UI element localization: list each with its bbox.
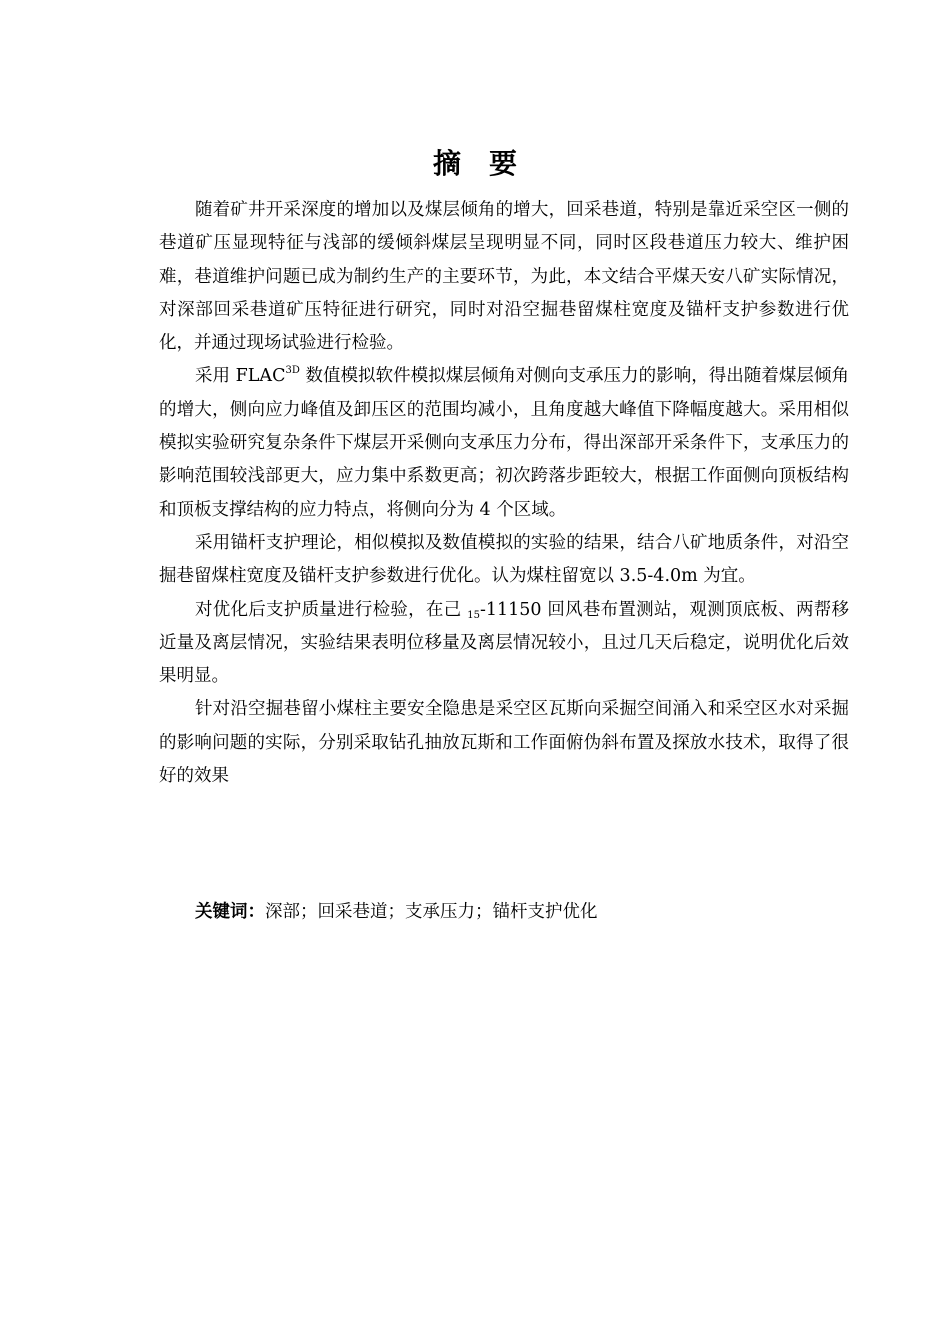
paragraph-3: 采用锚杆支护理论，相似模拟及数值模拟的实验的结果，结合八矿地质条件，对沿空掘巷留煤柱宽度及锚杆支护参数进行优化。认为煤柱留宽以 3.5-4.0m 为宜。 (159, 532, 849, 587)
superscript-3d: 3D (285, 365, 300, 377)
paragraph-2 (159, 360, 849, 526)
title-char-2: 要 (489, 147, 518, 180)
subscript-15: 15 (467, 609, 480, 621)
paragraph-4 (159, 594, 849, 694)
title-char-1: 摘 (432, 147, 461, 180)
abstract-body (159, 194, 849, 793)
abstract-title (0, 146, 950, 182)
keywords-label: 关键词： (195, 902, 265, 922)
keywords-value: 深部；回采巷道；支承压力；锚杆支护优化 (265, 902, 598, 922)
paragraph-1: 随着矿井开采深度的增加以及煤层倾角的增大，回采巷道，特别是靠近采空区一侧的巷道矿压显现特征与浅部的缓倾斜煤层呈现明显不同，同时区段巷道压力较大、维护困难，巷道维护问题已成为制约生产的主要环节，为此，本文结合平煤天安八矿实际情况，对深部回采巷道矿压特征进行研究，同时对沿空掘巷留煤柱宽度及锚杆支护参数进行优化，并通过现场试验进行检验。 (159, 200, 849, 354)
paragraph-5: 针对沿空掘巷留小煤柱主要安全隐患是采空区瓦斯向采掘空间涌入和采空区水对采掘的影响问题的实际，分别采取钻孔抽放瓦斯和工作面俯伪斜布置及探放水技术，取得了很好的效果 (159, 699, 849, 787)
keywords-line (195, 896, 845, 928)
paragraph-4-text-a: 对优化后支护质量进行检验，在己 (195, 599, 468, 620)
paragraph-2-text-b: 数值模拟软件模拟煤层倾角对侧向支承压力的影响，得出随着煤层倾角的增大，侧向应力峰值及卸压区的范围均减小，且角度越大峰值下降幅度越大。采用相似模拟实验研究复杂条件下煤层开采侧向支承压力分布，得出深部开采条件下，支承压力的影响范围较浅部更大，应力集中系数更高；初次跨落步距较大，根据工作面侧向顶板结构和顶板支撑结构的应力特点，将侧向分为 4 个区域。 (159, 366, 850, 520)
paragraph-2-text-a: 采用 FLAC (195, 366, 286, 387)
paragraph-4-text-b: -11150 回风巷布置测站，观测顶底板、两帮移近量及离层情况，实验结果表明位移量及离层情况较小，且过几天后稳定，说明优化后效果明显。 (159, 599, 850, 687)
